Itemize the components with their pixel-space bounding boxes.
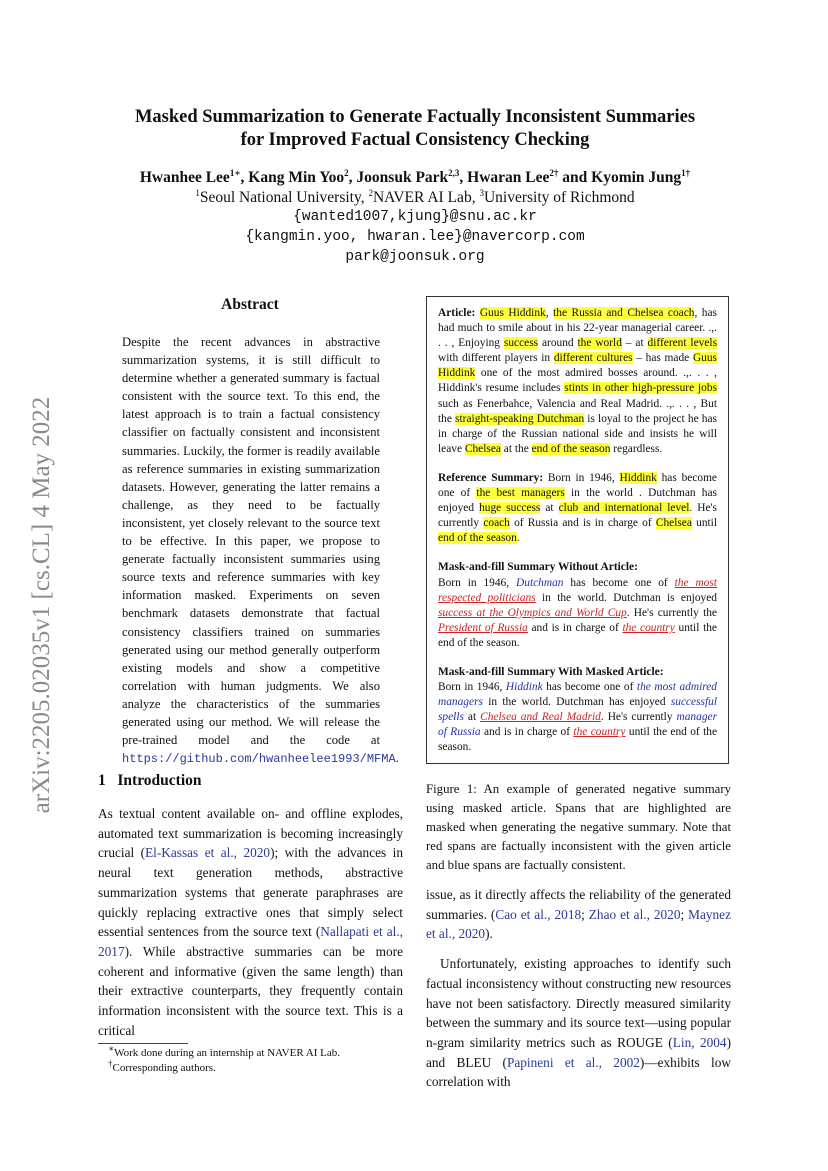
intro-paragraph-1: As textual content available on- and offline explodes, automated text summarization is becoming increasingly crucial (El-Kassas et al., 2020); with the advances in neural text generation methods, abstractive summarization systems that generate paraphrases are quickly replacing extractive ones that simply select essential sentences from the source text (Nallapati et al., 2017). While abstractive summaries can be more coherent and informative (given the same length) than their extractive counterparts, they frequently contain information inconsistent with the source text. This is a critical — [98, 806, 404, 1038]
paper-title — [90, 106, 740, 152]
affiliations: $^1$Seoul National University, $^2$NAVER AI Lab, $^3$University of Richmond — [195, 187, 635, 206]
figure-mask-fill-without-article: Mask-and-fill Summary Without Article: Born in 1946, Dutchman has become one of the most respected politicians in the world. Dutchman is enjoyed success at the Olympics and World Cup. He's currently the President of Russia and is in charge of the country until the end of the season. — [438, 561, 717, 649]
footnote-2: Corresponding authors. — [112, 1062, 216, 1074]
arxiv-stamp — [22, 365, 62, 845]
author-1: Hwanhee Lee — [139, 169, 230, 186]
section-heading-introduction: 1 Introduction — [98, 772, 202, 789]
citation-link[interactable]: Nallapati et al., 2017 — [98, 924, 404, 959]
paragraph: issue, as it directly affects the reliability of the generated summaries. (Cao et al., 2018; Zhao et al., 2020; Maynez et al., 2020). — [426, 887, 731, 942]
citation-link[interactable]: Zhao et al., 2020 — [588, 906, 681, 922]
author-list: Hwanhee Lee$^{1∗}$, Kang Min Yoo$^2$, Joonsuk Park$^{2,3}$, Hwaran Lee$^{2\dagger}$ and Kyomin Jung$^{1\dagger}$ — [139, 167, 691, 186]
arxiv-identifier: arXiv:2205.02035v1 [cs.CL] 4 May 2022 — [28, 396, 55, 814]
abstract-body: Despite the recent advances in abstractive summarization systems, it is still difficult to determine whether a generated summary is factual consistent with the source text. To this end, the latest approach is to train a factual consistency classifier on factually consistent and inconsistent summaries. Luckily, the former is readily available as reference summaries in existing summarization datasets. However, generating the latter remains a challenge, as they need to be factually inconsistent, yet closely relevant to the source text to be effective. In this paper, we propose to generate factually inconsistent summaries using source texts and reference summaries with key information masked. Experiments on seven benchmark datasets demonstrate that factual consistency classifiers trained on summaries generated using our method generally outperform existing models and show a competitive correlation with human judgments. We also analyze the characteristics of the summaries generated using our method. We will release the pre-trained model and the code at https://github.com/hwanheelee1993/MFMA. — [122, 335, 399, 767]
author-3: Joonsuk Park — [356, 169, 449, 186]
column-2-text — [426, 885, 731, 1092]
figure-1-box — [426, 296, 729, 764]
affiliation-2: NAVER AI Lab — [372, 189, 472, 206]
figure-article: Article: Guus Hiddink, the Russia and Chelsea coach, has had much to smile about in his 22-year managerial career. .,. . . , Enjoying success around the world – at different levels with different players in different cultures – has made Guus Hiddink one of the most admired bosses around. .,. . . , Hiddink's resume includes stints in other high-pressure jobs such as Fenerbahce, Valencia and Real Madrid. .,. . . , But the straight-speaking Dutchman is loyal to the project he has in charge of the Russian national side and insists he will leave Chelsea at the end of the season regardless. — [438, 307, 718, 455]
citation-link[interactable]: Cao et al., 2018 — [495, 906, 582, 922]
citation-link[interactable]: Lin, 2004 — [672, 1034, 727, 1050]
citation-link[interactable]: Papineni et al., 2002 — [506, 1054, 640, 1070]
author-5: Kyomin Jung — [591, 169, 682, 186]
author-2: Kang Min Yoo — [248, 169, 345, 186]
citation-link[interactable]: Maynez et al., 2020 — [426, 906, 731, 942]
title-line-2: for Improved Factual Consistency Checking — [240, 130, 590, 150]
email-line-2: {kangmin.yoo, hwaran.lee}@navercorp.com — [245, 229, 585, 245]
code-url-link[interactable]: https://github.com/hwanheelee1993/MFMA — [122, 752, 396, 767]
email-line-1: {wanted1007,kjung}@snu.ac.kr — [293, 209, 537, 225]
citation-link[interactable]: El-Kassas et al., 2020 — [145, 845, 271, 861]
title-line-1: Masked Summarization to Generate Factually Inconsistent Summaries — [134, 107, 696, 127]
figure-mask-fill-with-masked-article: Mask-and-fill Summary With Masked Article: Born in 1946, Hiddink has become one of the most admired managers in the world. Dutchman has enjoyed successful spells at Chelsea and Real Madrid. He's currently manager of Russia and is in charge of the country until the end of the season. — [438, 665, 718, 754]
footnote-1: Work done during an internship at NAVER AI Lab. — [114, 1047, 341, 1059]
email-line-3: park@joonsuk.org — [345, 249, 485, 265]
paragraph: Unfortunately, existing approaches to identify such factual inconsistency without constructing new resources have not been satisfactory. Directly measured similarity between the summary and its source text—using popular n-gram similarity metrics such as ROUGE (Lin, 2004) and BLEU (Papineni et al., 2002)—exhibits low correlation with — [426, 956, 731, 1090]
affiliation-1: Seoul National University — [199, 189, 361, 206]
figure-1-caption: Figure 1: An example of generated negative summary using masked article. Spans that are highlighted are masked when generating the negative summary. Note that red spans are factually inconsistent with the given article and blue spans are factually consistent. — [426, 782, 731, 872]
abstract-heading: Abstract — [221, 296, 279, 313]
affiliation-3: University of Richmond — [483, 189, 635, 206]
author-4: Hwaran Lee — [467, 169, 550, 186]
figure-reference-summary: Reference Summary: Born in 1946, Hiddink has become one of the best managers in the world . Dutchman has enjoyed huge success at club and international level. He's currently coach of Russia and is in charge of Chelsea until end of the season. — [438, 471, 718, 545]
footnotes: ∗Work done during an internship at NAVER AI Lab. †Corresponding authors. — [108, 1043, 341, 1074]
